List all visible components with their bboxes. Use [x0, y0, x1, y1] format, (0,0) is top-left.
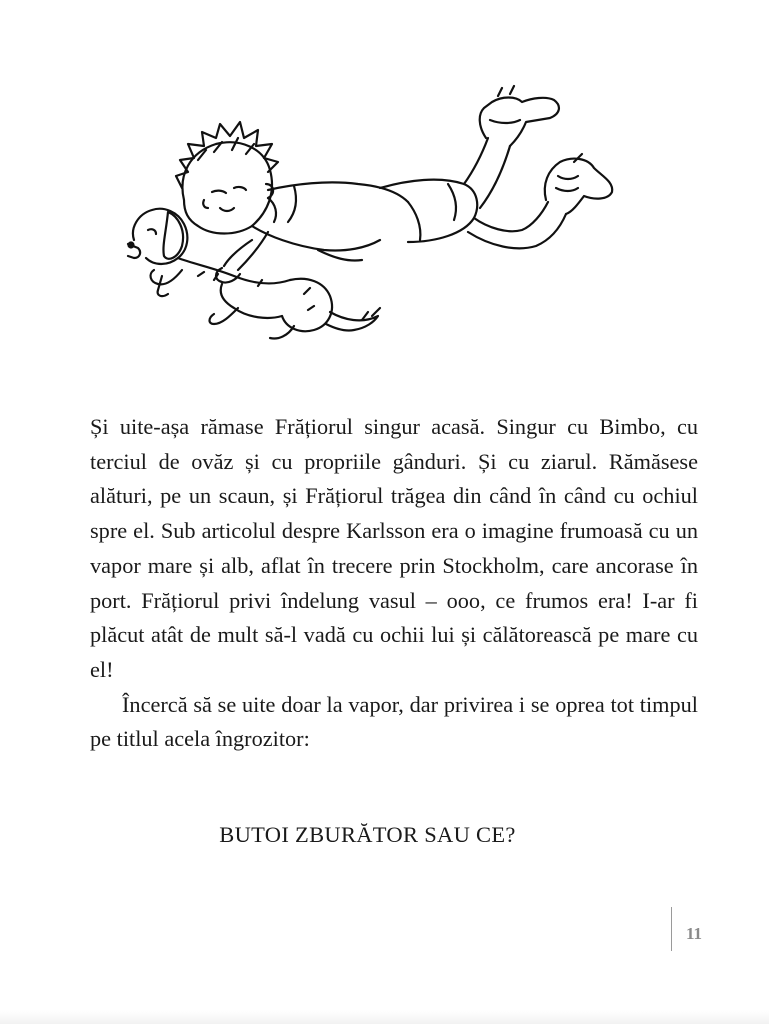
paragraph-1: Și uite-așa rămase Frățiorul singur acasă. Singur cu Bimbo, cu terciul de ovăz și cu propriile gânduri. Și cu ziarul. Rămăsese alături, pe un scaun, și Frățiorul trăgea din când în când cu ochiul spre el. Sub articolul despre Karlsson era o imagine frumoasă cu un vapor mare și alb, aflat în trecere prin Stockholm, care ancorase în port. Frățiorul privi îndelung vasul – ooo, ce frumos era! I-ar fi plăcut atât de mult să-l vadă cu ochii lui și călătorească pe mare cu el!	[90, 414, 698, 682]
paragraph-2: Încercă să se uite doar la vapor, dar privirea i se oprea tot timpul pe titlul acela îngrozitor:	[90, 691, 698, 752]
body-text	[90, 410, 698, 757]
newspaper-headline: BUTOI ZBURĂTOR SAU CE?	[219, 822, 516, 847]
boy-and-dog-illustration	[118, 80, 618, 345]
bottom-shadow	[0, 1010, 769, 1024]
page-number: 11	[686, 924, 703, 943]
page-number-rule	[671, 907, 672, 951]
